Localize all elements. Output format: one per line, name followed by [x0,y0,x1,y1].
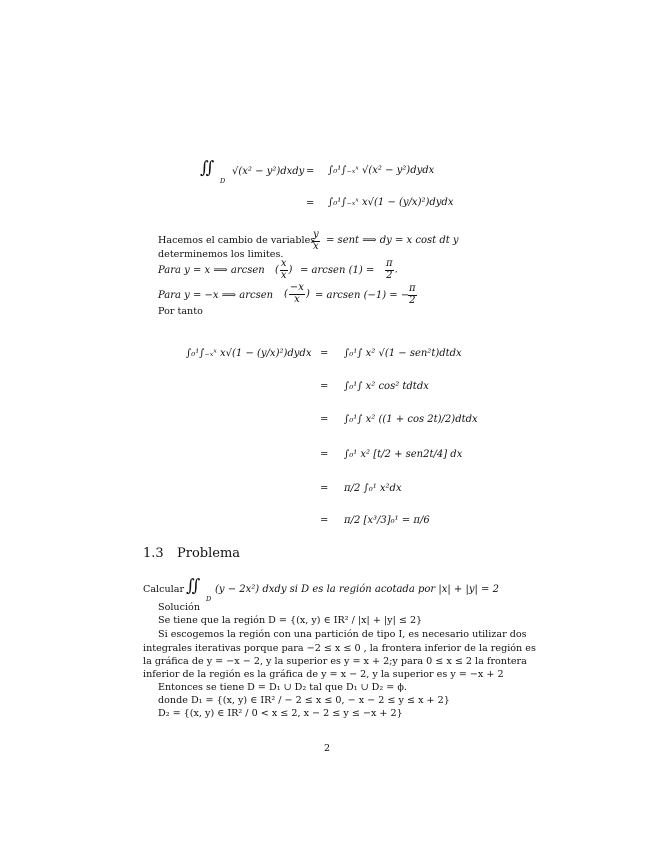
region-subscript: D [220,177,226,185]
text-line: integrales iterativas porque para −2 ≤ x ≤ 0 , la frontera inferior de la región es [143,643,536,654]
text-line: = sent ⟹ dy = x cost dt y [326,235,459,246]
fraction-negx-over-x: ( $\frac{-x}{x}$ ) [284,282,310,305]
equals-sign: = [306,198,315,209]
text-line: = arcsen (1) = [300,265,375,276]
text-line: Por tanto [158,306,203,317]
double-integral-sign: ∬ [200,158,215,178]
block-b-row: ∫₀¹∫ x² √(1 − sen²t)dtdx [344,348,462,359]
section-title: Problema [177,546,241,561]
block-b-row: ∫₀¹ x² [t/2 + sen2t/4] dx [344,449,463,460]
equals-sign: = [320,381,329,392]
equals-sign: = [320,348,329,359]
text-line: donde D₁ = {(x, y) ∈ IR² / − 2 ≤ x ≤ 0, − x − 2 ≤ y ≤ x + 2} [158,695,450,706]
text-line: inferior de la región es la gráfica de y = x − 2, y la superior es y = −x + 2 [143,669,504,680]
text-line: Para y = x ⟹ arcsen [158,265,265,276]
equals-sign: = [320,414,329,425]
fraction-pi-over-2: $\frac{\pi}{2}$ [409,283,416,306]
text-line: Si escogemos la región con una partición de tipo I, es necesario utilizar dos [158,629,527,640]
text-line: determinemos los limites. [158,249,284,260]
region-subscript: D [206,595,212,603]
fraction-y-over-x: $\frac{y}{x}$ [313,229,319,252]
text-line: (y − 2x²) dxdy si D es la región acotada por |x| + |y| = 2 [215,584,499,595]
page-number: 2 [324,743,331,754]
row2-rhs: ∫₀¹∫₋ₓˣ x√(1 − (y/x)²)dydx [328,197,454,208]
lhs-expression: √(x² − y²)dxdy [232,166,305,177]
text-line: D₂ = {(x, y) ∈ IR² / 0 < x ≤ 2, x − 2 ≤ y ≤ −x + 2} [158,708,403,719]
equals-sign: = [306,166,315,177]
text-line: Calcular [143,584,185,595]
text-line: Se tiene que la región D = {(x, y) ∈ IR² / |x| + |y| ≤ 2} [158,615,423,626]
text-line: Hacemos el cambio de variables [158,235,316,246]
block-b-row: ∫₀¹∫ x² cos² tdtdx [344,381,429,392]
section-number: 1.3 [143,546,164,561]
block-b-lhs: ∫₀¹∫₋ₓˣ x√(1 − (y/x)²)dydx [186,348,312,359]
equals-sign: = [320,515,329,526]
text-line: = arcsen (−1) = − [315,290,410,301]
block-b-row: π/2 ∫₀¹ x²dx [344,483,402,494]
equals-sign: = [320,483,329,494]
text-line: Entonces se tiene D = D₁ ∪ D₂ tal que D₁ ∪ D₂ = ϕ. [158,682,407,693]
fraction-x-over-x: ( $\frac{x}{x}$ ) [275,258,293,281]
block-b-row: π/2 [x³/3]₀¹ = π/6 [344,515,430,526]
fraction-pi-over-2: $\frac{\pi}{2}$ . [386,258,398,281]
block-b-row: ∫₀¹∫ x² ((1 + cos 2t)/2)dtdx [344,414,478,425]
text-line: la gráfica de y = −x − 2, y la superior es y = x + 2;y para 0 ≤ x ≤ 2 la frontera [143,656,527,667]
text-line: Solución [158,602,200,613]
double-integral-sign: ∬ [186,576,201,596]
equals-sign: = [320,449,329,460]
row1-rhs: ∫₀¹∫₋ₓˣ √(x² − y²)dydx [328,165,435,176]
text-line: Para y = −x ⟹ arcsen [158,290,274,301]
